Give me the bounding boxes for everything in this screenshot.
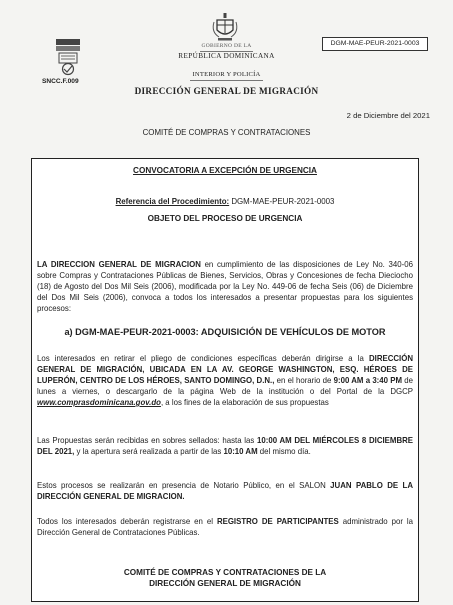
notice-subject: OBJETO DEL PROCESO DE URGENCIA (147, 214, 303, 223)
paragraph-proposals (37, 435, 413, 457)
committee-label: COMITÉ DE COMPRAS Y CONTRATACIONES (142, 128, 311, 137)
venue: JUAN PABLO DE LA DIRECCIÓN GENERAL DE MIGRACION. (37, 481, 413, 501)
divider (190, 80, 263, 81)
paragraph-text: Estos procesos se realizarán en presencia de Notario Público, en el SALON (37, 481, 331, 490)
paragraph-text: Todos los interesados deberán registrarse en el (37, 517, 217, 526)
coat-of-arms-icon (209, 12, 241, 42)
paragraph-retrieval (37, 353, 413, 408)
form-code: SNCC.F.009 (42, 78, 79, 85)
office-hours: 9:00 AM a 3:40 PM (333, 376, 403, 385)
notice-box (31, 158, 419, 602)
registry-name: REGISTRO DE PARTICIPANTES (216, 517, 339, 526)
paragraph-text: en el horario de (274, 376, 334, 385)
paragraph-text: de lunes a viernes, o descargarlo de la página Web de la institución o del Portal de la DGCP (37, 376, 414, 396)
address: DIRECCIÓN GENERAL DE MIGRACIÓN, UBICADA EN LA AV. GEORGE WASHINGTON, ESQ. HÉROES DE LUPERÓN, CENTRO DE LOS HÉROES, SANTO DOMINGO, D.N., (37, 354, 413, 385)
document-date: 2 de Diciembre del 2021 (346, 111, 430, 120)
signature-line-1: COMITÉ DE COMPRAS Y CONTRATACIONES DE LA (123, 568, 327, 577)
website-link[interactable]: www.comprasdominicana.gov.do (37, 398, 161, 407)
paragraph-text: Las Propuestas serán recibidas en sobres sellados: hasta las (37, 436, 258, 445)
ministry-label: INTERIOR Y POLICÍA (192, 71, 261, 78)
paragraph-notary (37, 480, 413, 502)
paragraph-text: , a los fines de la elaboración de sus propuestas (160, 398, 329, 407)
paragraph-text: y la apertura será realizada a partir de las (74, 447, 224, 456)
procedure-reference (32, 197, 418, 206)
reference-value: DGM-MAE-PEUR-2021-0003 (229, 197, 335, 206)
opening-time: 10:10 AM (223, 447, 258, 456)
deadline: 10:00 AM DEL MIÉRCOLES 8 DICIEMBRE DEL 2021, (37, 436, 413, 456)
notice-title: CONVOCATORIA A EXCEPCIÓN DE URGENCIA (133, 166, 317, 175)
paragraph-text: administrado por la Dirección General de Contrataciones Públicas. (37, 517, 414, 537)
certification-logo (55, 38, 81, 76)
signature-block (32, 567, 418, 589)
reference-box: DGM-MAE-PEUR-2021-0003 (322, 37, 428, 51)
paragraph-registration (37, 516, 413, 538)
paragraph-text: del mismo día. (257, 447, 311, 456)
paragraph-text: en cumplimiento de las disposiciones de Ley No. 340-06 sobre Compras y Contrataciones Públicas de Bienes, Servicios, Obras y Concesiones de fecha Dieciocho (18) de Agosto del Dos Mil Seis (2006), modificada por la Ley No. 449-06 de fecha Seis (06) de Diciembre del Dos Mil Seis (2006), convoca a todos los interesados a presentar propuestas para los siguientes procesos: (37, 260, 413, 313)
process-item: a) DGM-MAE-PEUR-2021-0003: ADQUISICIÓN DE VEHÍCULOS DE MOTOR (64, 327, 386, 337)
reference-label: Referencia del Procedimiento: (115, 197, 230, 206)
paragraph-intro (37, 259, 413, 314)
government-label: GOBIERNO DE LA (201, 43, 252, 49)
republic-label: REPÚBLICA DOMINICANA (178, 52, 275, 60)
signature-line-2: DIRECCIÓN GENERAL DE MIGRACIÓN (149, 579, 301, 588)
agency-name: LA DIRECCION GENERAL DE MIGRACION (37, 260, 201, 269)
paragraph-text: Los interesados en retirar el pliego de condiciones específicas deberán dirigirse a la (37, 354, 369, 363)
agency-title: DIRECCIÓN GENERAL DE MIGRACIÓN (134, 86, 319, 96)
